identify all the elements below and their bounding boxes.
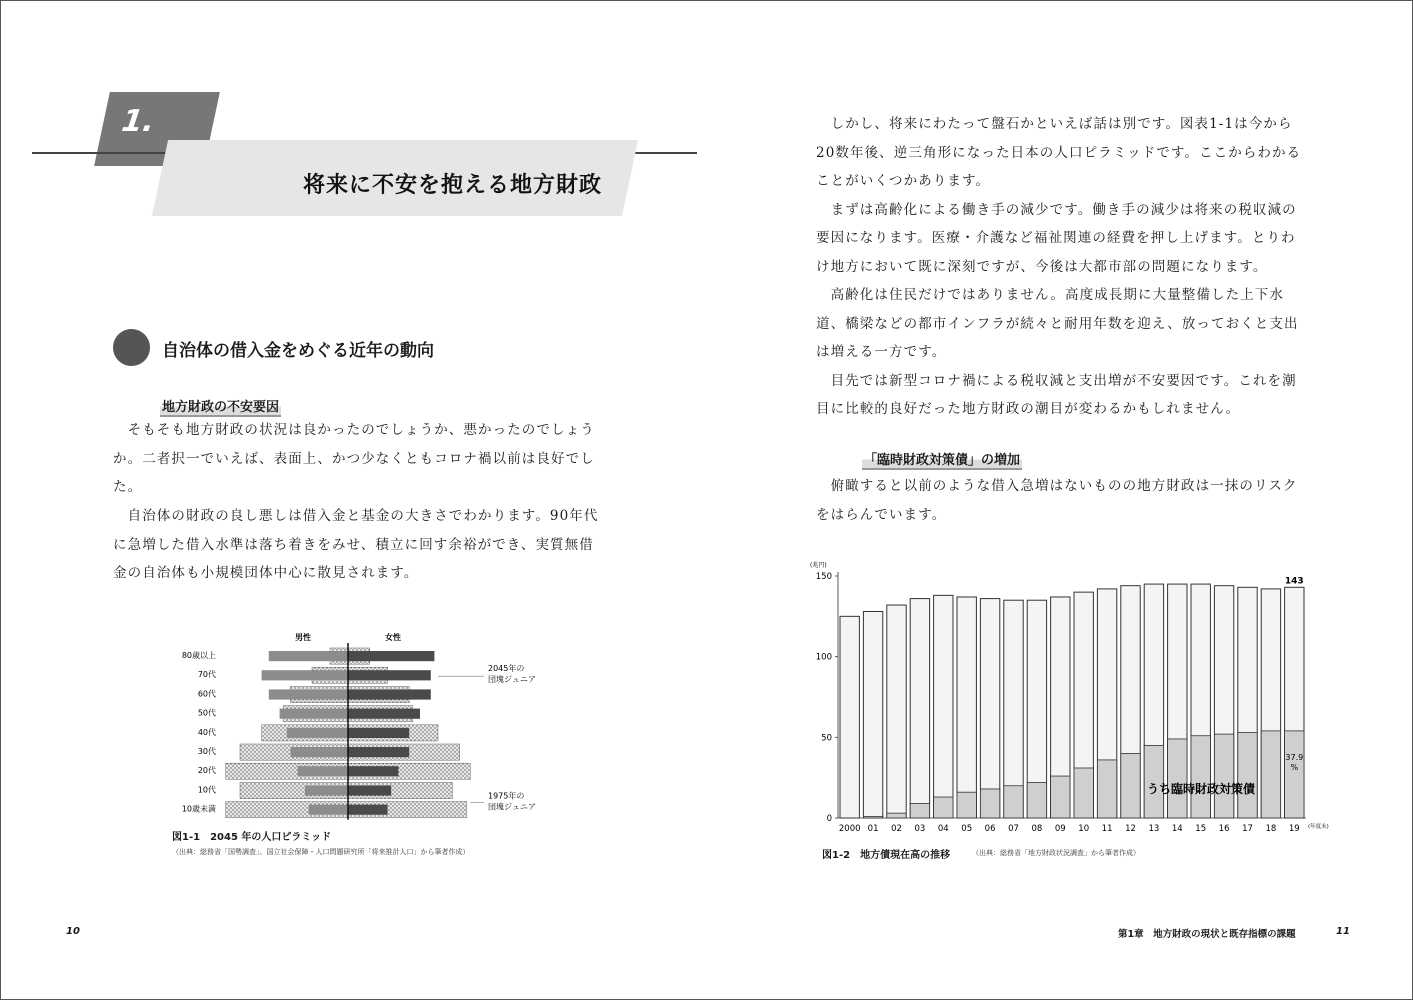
x-tick-label: 01 (867, 824, 879, 834)
x-tick-label: 05 (961, 824, 973, 834)
bar-female-2045 (348, 651, 434, 661)
x-tick-label: 02 (891, 824, 902, 834)
pyramid-tick-label: 60代 (197, 689, 216, 699)
bar-total (1004, 600, 1023, 818)
section-number: 1. (119, 104, 157, 139)
x-tick-label: 03 (914, 824, 926, 834)
pyramid-tick-label: 80歳以上 (181, 651, 216, 660)
x-tick-label: 04 (937, 824, 949, 834)
bar-male-2045 (298, 766, 348, 776)
bar-rinji (1074, 768, 1093, 818)
bar-rinji (957, 792, 976, 818)
bar-male-2045 (262, 670, 348, 680)
bar-female-2045 (348, 670, 431, 680)
bar-male-2045 (290, 747, 348, 757)
bar-female-2045 (348, 689, 431, 699)
paragraph-1: そもそも地方財政の状況は良かったのでしょうか、悪かったのでしょうか。二者択一でいえば、表面上、かつ少なくともコロナ禍以前は良好でした。 (113, 422, 595, 495)
pyramid-tick-label: 50代 (197, 708, 216, 718)
paragraph-5: 高齢化は住民だけではありません。高度成長期に大量整備した上下水道、橋梁などの都市インフラが続々と耐用年数を迎え、放っておくと支出は増える一方です。 (816, 287, 1299, 360)
x-tick-label: 10 (1078, 824, 1090, 834)
paragraph-3: しかし、将来にわたって盤石かといえば話は別です。図表1-1は今から20数年後、逆三角形になった日本の人口ピラミッドです。ここからわかることがいくつかあります。 (816, 116, 1302, 189)
bar-male-2045 (269, 651, 348, 661)
pyramid-tick-label: 20代 (197, 766, 216, 776)
page-number-right: 11 (1336, 926, 1350, 937)
population-pyramid-chart (160, 625, 560, 825)
bar-female-2045 (348, 747, 409, 757)
x-tick-label: 08 (1031, 824, 1043, 834)
x-tick-label: 06 (984, 824, 996, 834)
data-label-share-unit: % (1290, 763, 1299, 772)
annotation-1975: 1975年の (488, 791, 525, 801)
legend-female: 女性 (385, 633, 401, 642)
bar-rinji (910, 803, 929, 818)
running-head: 第1章 地方財政の現状と既存指標の課題 (1118, 929, 1296, 940)
heading-bullet-icon (113, 329, 150, 366)
series-label-rinji: うち臨時財政対策債 (1146, 782, 1256, 796)
bar-total (840, 616, 859, 818)
bar-rinji (863, 816, 882, 818)
subheading-2: 「臨時財政対策債」の増加 (862, 449, 1022, 470)
x-tick-label: 14 (1171, 824, 1183, 834)
legend-male: 男性 (295, 633, 311, 642)
bar-male-2045 (308, 805, 348, 815)
x-tick-label: 09 (1054, 824, 1066, 834)
x-tick-label: 07 (1008, 824, 1019, 834)
paragraph-6: 目先では新型コロナ禍による税収減と支出増が不安要因です。これを潮目に比較的良好だった地方財政の潮目が変わるかもしれません。 (816, 372, 1297, 417)
x-axis-unit: (年度末) (1308, 824, 1329, 830)
pyramid-tick-label: 70代 (197, 670, 216, 680)
right-paragraphs (816, 110, 1308, 424)
y-tick-label: 150 (815, 572, 832, 582)
bar-female-2045 (348, 805, 388, 815)
bar-rinji (1191, 736, 1210, 818)
x-tick-label: 2000 (838, 824, 861, 834)
figure-1-caption: 図1-1 2045 年の人口ピラミッド (172, 832, 332, 843)
annotation-2045: 2045年の (488, 664, 525, 674)
figure-2-source: （出典：総務省「地方財政状況調査」から筆者作成） (972, 849, 1140, 857)
bar-rinji (980, 789, 999, 818)
heading: 自治体の借入金をめぐる近年の動向 (162, 341, 434, 361)
paragraph-2: 自治体の財政の良し悪しは借入金と基金の大きさでわかります。90年代に急増した借入水準は落ち着きをみせ、積立に回す余裕ができ、実質無借金の自治体も小規模団体中心に散見されます。 (113, 508, 599, 581)
bar-rinji (1027, 783, 1046, 818)
data-label-total-2019: 143 (1284, 576, 1304, 587)
pyramid-tick-label: 10代 (197, 785, 216, 795)
bar-total (887, 605, 906, 818)
bar-total (910, 599, 929, 818)
figure-2-caption: 図1-2 地方債現在高の推移 (822, 850, 951, 861)
bar-rinji (1285, 731, 1304, 818)
x-tick-label: 12 (1125, 824, 1136, 834)
bar-rinji (1121, 753, 1140, 818)
paragraph-7: 俯瞰すると以前のような借入急増はないものの地方財政は一抹のリスクをはらんでいます。 (816, 478, 1298, 523)
bar-female-2045 (348, 766, 398, 776)
bar-total (957, 597, 976, 818)
x-tick-label: 15 (1195, 824, 1207, 834)
pyramid-tick-label: 10歳未満 (181, 804, 216, 814)
data-label-share-2019: 37.9 (1285, 753, 1304, 762)
bar-male-2045 (287, 728, 348, 738)
bar-rinji (934, 797, 953, 818)
bar-rinji (1051, 776, 1070, 818)
local-debt-bar-chart (806, 560, 1329, 840)
section-title: 将来に不安を抱える地方財政 (303, 173, 603, 198)
x-tick-label: 17 (1242, 824, 1253, 834)
x-tick-label: 16 (1218, 824, 1230, 834)
bar-rinji (1004, 786, 1023, 818)
pyramid-tick-label: 40代 (197, 727, 216, 737)
bar-rinji (1214, 734, 1233, 818)
x-tick-label: 13 (1148, 824, 1160, 834)
bar-rinji (1238, 732, 1257, 818)
bar-rinji (1168, 739, 1187, 818)
subheading: 地方財政の不安要因 (160, 396, 281, 417)
page-number-left: 10 (66, 926, 80, 937)
annotation-2045-sub: 団塊ジュニア (488, 675, 536, 685)
x-tick-label: 11 (1101, 824, 1113, 834)
bar-rinji (887, 813, 906, 818)
x-tick-label: 18 (1265, 824, 1277, 834)
y-tick-label: 100 (815, 652, 832, 663)
bar-total (934, 595, 953, 818)
bar-male-2045 (280, 709, 348, 719)
y-axis-unit: (兆円) (810, 562, 827, 569)
bar-female-2045 (348, 709, 420, 719)
bar-total (980, 599, 999, 818)
x-tick-label: 19 (1288, 824, 1300, 834)
bar-female-2045 (348, 785, 391, 795)
y-tick-label: 50 (821, 733, 832, 744)
paragraph-4: まずは高齢化による働き手の減少です。働き手の減少は将来の税収減の要因になります。医療・介護など福祉関連の経費を押し上げます。とりわけ地方において既に深刻ですが、今後は大都市部の問題になります。 (816, 201, 1297, 275)
pyramid-tick-label: 30代 (197, 747, 216, 756)
bar-female-2045 (348, 728, 409, 738)
left-page (0, 0, 706, 1000)
figure-1-source: （出典：総務省「国勢調査」、国立社会保障・人口問題研究所「将来推計人口」から筆者作成） (172, 848, 470, 856)
bar-male-2045 (269, 689, 348, 699)
bar-total (863, 611, 882, 818)
bar-male-2045 (305, 785, 348, 795)
bar-rinji (1097, 760, 1116, 818)
bar-rinji (1261, 731, 1280, 818)
annotation-1975-sub: 団塊ジュニア (488, 802, 536, 812)
y-tick-label: 0 (826, 814, 832, 824)
